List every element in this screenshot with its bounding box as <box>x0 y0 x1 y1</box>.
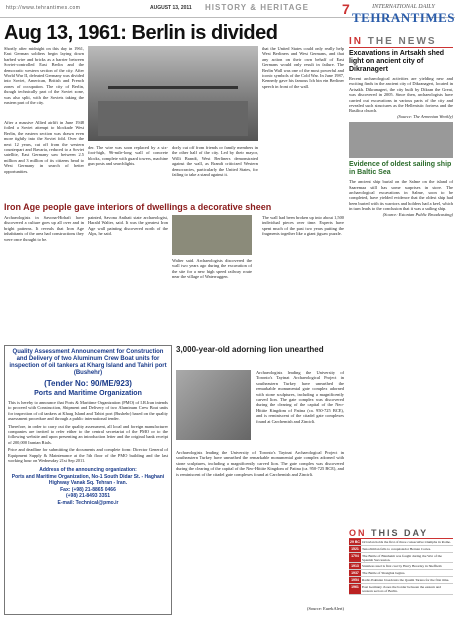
event-text: The Battle of Shanghai begins. <box>362 570 406 575</box>
iron-age-col-2: painted, Savona Anihati state archaeologist, Harald Walter, said. It was the greatest Iron Age wall painting discovered north of the Alps, he said. <box>88 215 168 237</box>
wall-fragment-photo <box>172 215 252 255</box>
notice-title: Quality Assessment Announcement for Construction and Delivery of two Aluminum Crew Boat units for inspection of oil tankers at Kharg Island and Tahiri port (Bushehr) <box>9 349 167 376</box>
address-title: Address of the announcing organization: <box>39 467 137 474</box>
lion-col-2: Archaeologists leading the University of Toronto's Tayinat Archaeological Project in southeastern Turkey have unearthed the remarkable monumental gate complex adorned with stone sculptures, including a magnificently carved lion. The gate complex was discovered during the clearing of the capital of the Neo-Hittite Kingdom of Patina (ca. 950-725 BCE), and is reminiscent of the citadel gate complexes found at Carchemish and Zincirli. <box>176 450 344 477</box>
news-headline-2: Evidence of oldest sailing ship in Baltic Sea <box>349 161 452 177</box>
lion-col-1: Archaeologists leading the University of Toronto's Tayinat Archaeological Project in southeastern Turkey have unearthed the remarkable monumental gate complex adorned with stone sculptures, including a magnificently carved lion. The gate complex was discovered during the clearing of the capital of the Neo-Hittite Kingdom of Patina (ca. 950-725 BCE), and is reminiscent of the citadel gate complexes found at Carchemish and Zincirli. <box>256 370 344 424</box>
notice-paragraph: Price and deadline for submitting the documents and complete form: Director General of Equipment Supply & Maintenance at the 5th floor of the PMO building and the last working hour on Wednesday 21st Sep 2011. <box>8 447 168 464</box>
berlin-wall-photo <box>88 46 258 141</box>
event-year: 1937 <box>349 570 361 576</box>
on-this-day-header: ON THIS DAY <box>349 528 453 539</box>
lion-sculpture-photo <box>176 370 251 440</box>
tel-number: (+98) 21-8493 3351 <box>65 493 111 500</box>
on-this-day <box>349 528 453 595</box>
main-col-2: After a massive Allied airlift in June 1948 foiled a Soviet attempt to blockade West Berlin, the eastern section was drawn even more tightly into the Soviet fold. Over the next 12 years, cut off from the western counterpart and Bavaria, reduced to a Soviet satellite, East Germany saw between 2.5 million and 3 million of its citizens head to West Germany in search of better opportunities. <box>4 120 84 174</box>
news-source-2: (Source: Estonian Public Broadcasting) <box>382 211 453 217</box>
on-this-day-item <box>349 570 453 577</box>
news-body-1: Recent archaeological activities are yielding new and exciting finds in the ancient city of Dikranagert, located in Artsakh. Dikranagert, the city built by Dikran the Great, was discovered in 2005. Since then, archaeologists have carried out excavations in various parts of the city and revealed such structures as the Hellenistic fortress and the Basilica church. <box>349 76 453 114</box>
in-the-news <box>349 36 453 217</box>
on-this-day-item <box>349 584 453 594</box>
in-the-news-header: IN THE NEWS <box>349 36 453 48</box>
event-year: 1704 <box>349 553 361 562</box>
email-address[interactable]: E-mail: Technical@pmo.ir <box>57 499 119 506</box>
baltic-ship-photo <box>349 122 453 158</box>
tender-notice <box>4 345 172 615</box>
event-text: Stainless steel is first cast by Harry Brearley in Sheffield. <box>362 563 443 568</box>
main-headline: Aug 13, 1961: Berlin is divided <box>4 22 278 44</box>
news-body-2: The ancient ship burial on the Salme on the island of Saaremaa still has some surprises in store. The archaeological excavations in Salme, soon to be completed, have yielded evidence that the oldest ship had been buried with its warriors and holders had a keel, which in turn leads to the conclusion that it was a sailing ship. <box>349 179 453 212</box>
main-col-1: Shortly after midnight on this day in 1961, East German soldiers begin laying down barbed wire and bricks as a barrier between Soviet-controlled East Berlin and the democratic western section of the city. After World War II, defeated Germany was divided into Soviet, American, British and French zones of occupation. The city of Berlin, though technically part of the Soviet zone, was also split, with the Soviets taking the eastern part of the city. <box>4 46 84 106</box>
fax-number: Fax: (+98) 21-8865 0466 <box>60 486 116 493</box>
notice-paragraph: This is hereby to announce that Ports & Maritime Organization (PMO) of I.R.Iran intends to proceed with Construction, Shipment and Delivery of two Aluminum Crew Boat units for inspection of oil tankers at Kharg Island and Tahiri port (Bushehr) based on the quality assessment procedure and through a public international tender. <box>8 400 168 422</box>
news-source-1: (Source: The Armenian Weekly) <box>397 113 453 119</box>
page-number: 7 <box>342 1 350 17</box>
lion-source: (Source: EurekAlert) <box>307 606 344 611</box>
event-text: East Germany closes the border between the eastern and western sectors of Berlin. <box>362 584 441 594</box>
issue-date: AUGUST 13, 2011 <box>150 5 192 11</box>
news-headline-1: Excavations in Artsakh shed light on ancient city of Dikranagert <box>349 50 445 73</box>
event-year: 1961 <box>349 584 361 593</box>
iron-age-col-1: Archaeologists in Savona-Hirhafi have discovered a culture goes up all over and in bright patterns. It reveals that Iron Age inhabitants of the area had constructions they were once thought to be. <box>4 215 84 242</box>
main-col-3: dorly cut off from friends or family members in the other half of the city. Led by their mayor, Willi Brandt, West Berliners demonstrated against the wall, as Brandt criticized Western democracies, particularly the United States, for failing to take a stand against it. <box>172 145 258 178</box>
on-this-day-item <box>349 577 453 584</box>
event-text: Octavian holds the first of three consecutive triumphs in Rome. <box>362 539 451 544</box>
site-url[interactable]: http://www.tehrantimes.com <box>6 5 81 11</box>
masthead <box>352 2 455 32</box>
event-year: 1521 <box>349 546 361 552</box>
main-story <box>4 20 344 44</box>
on-this-day-item <box>349 553 453 563</box>
event-year: 1954 <box>349 577 361 583</box>
iron-age-col-4: The wall had been broken up into about 1,500 individual pieces over time. Experts have spent much of the past two years putting the fragments together like a giant jigsaw puzzle. <box>262 215 344 237</box>
lion-headline: 3,000-year-old adorning lion unearthed <box>176 345 324 354</box>
on-this-day-item <box>349 563 453 570</box>
on-this-day-item <box>349 539 453 546</box>
event-year: 1913 <box>349 563 361 569</box>
notice-organization: Ports and Maritime Organization <box>34 390 142 397</box>
event-text: Tenochtitlan falls to conquistador Hernan Cortes. <box>362 546 431 551</box>
event-year: 29 BC <box>350 540 360 544</box>
event-text: The Battle of Blenheim was fought during the War of the Spanish Succession. <box>362 553 442 562</box>
main-col-4: that the United States could only really help West Berliners and West Germans, and that any action on their own behalf of East Germans would only result in failure. The Berlin Wall was one of the most powerful and iconic symbols of the Cold War. In June 1987, Kennedy gave his famous Ich bin ein Berliner speech in front of the wall. <box>262 46 344 89</box>
address-text: Ports and Maritime Organization, No-1 South Didar St. - Haghani Highway Vanak Sq. Tehran - Iran. <box>11 473 165 487</box>
on-this-day-item <box>349 546 453 553</box>
tender-number: (Tender No: 90/ME/923) <box>44 379 132 388</box>
edition-label: INTERNATIONAL DAILY <box>372 4 435 10</box>
event-text: Radio Pakistan broadcasts the Qaumi Tarana for the first time. <box>362 577 450 582</box>
iron-age-col-3: Walter said. Archaeologists discovered the wall two years ago during the excavation of the site for a new high speed railway route near the village of Waterruggen. <box>172 258 252 280</box>
section-title: HISTORY & HERITAGE <box>205 3 309 12</box>
brand-name: TEHRANTIMES <box>352 10 455 25</box>
photo-caption-text: der. The wire was soon replaced by a six-foot-high, 96-mile-long wall of concrete blocks, complete with guard towers, machine gun posts and searchlights. <box>88 145 168 167</box>
iron-age-headline: Iron Age people gave interiors of dwellings a decorative sheen <box>4 202 272 212</box>
notice-paragraph: Therefore, in order to carry out the quality assessment, all local and foreign manufacturer companies are invited to refer either to the central secretariat of the PMO or to the following website and upon presenting an introduction letter and the original bank receipt of 200,000 Iranian Rials. <box>8 423 168 445</box>
